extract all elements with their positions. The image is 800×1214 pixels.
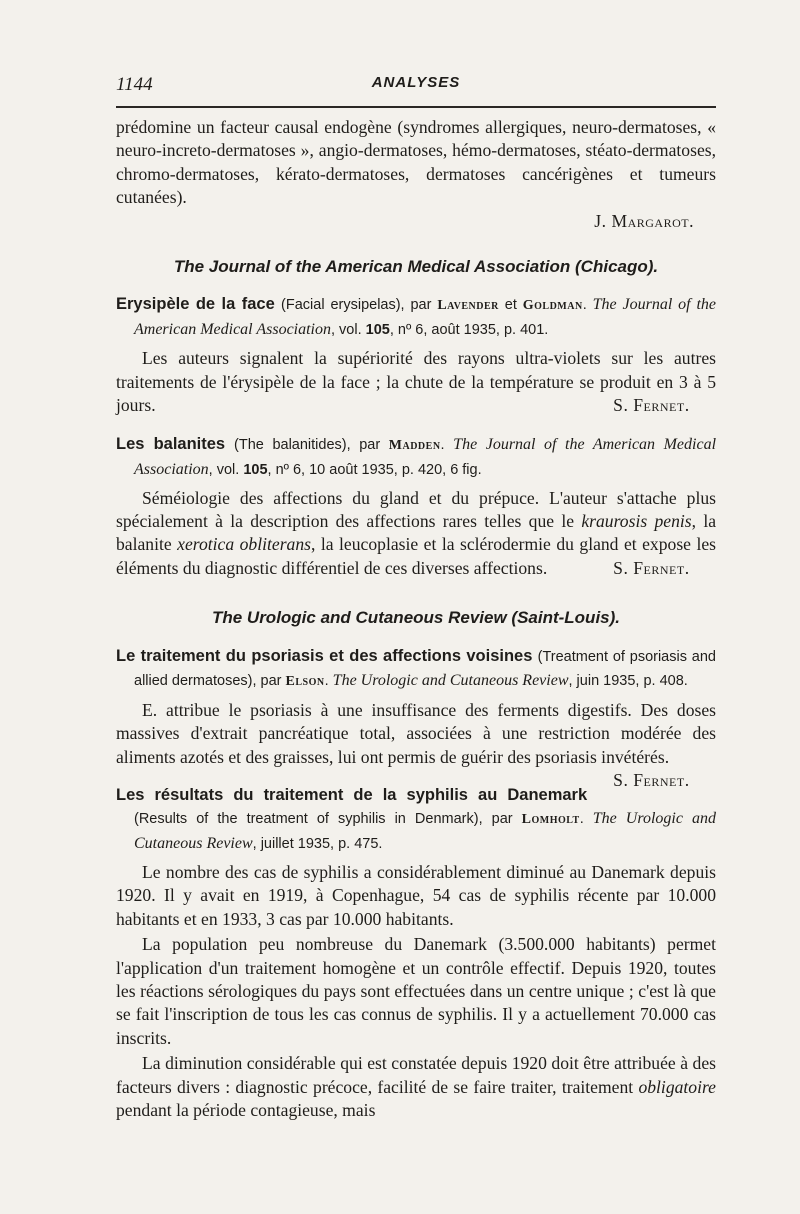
issue-info: , nº 6, août 1935, p. 401. [389,322,549,339]
header-rule [116,106,716,108]
article-header-erysipele [116,292,716,341]
punctuation: . [579,810,584,827]
volume-label: , vol. [331,322,362,339]
article-signature [587,557,716,580]
author-name: Lavender [437,298,499,314]
english-title: (Treatment of psoriasis and allied dermatoses), par [134,648,716,689]
english-title: (Facial erysipelas), par [281,297,432,314]
signature-text: J. Margarot. [594,210,694,231]
journal-name: The Journal of the American Medical Association [134,296,717,339]
author-name: Goldman [522,298,583,314]
journal-name: The Journal of the American Medical Association [134,435,717,478]
signature-text: S. Fernet. [613,557,690,578]
journal-heading-urologic: The Urologic and Cutaneous Review (Saint-Louis). [211,608,621,628]
volume-label: , vol. [208,461,240,478]
signature-text: S. Fernet. [613,769,690,790]
article-body [116,699,716,790]
article-header-balanites [116,432,716,481]
running-title: ANALYSES [371,74,461,91]
issue-info: , nº 6, 10 août 1935, p. 420, 6 fig. [267,461,482,478]
signature-text: S. Fernet. [613,395,690,416]
journal-name: The Urologic and Cutaneous Review [332,671,569,689]
article-title: Erysipèle de la face [116,295,275,314]
latin-term: kraurosis penis [581,511,692,532]
body-text: E. attribue le psoriasis à une insuffisance des ferments digestifs. Des doses massives d'extrait pancréatique total, associées à une restriction modérée des aliments azotés et des graisses, lui ont permis de guérir des psoriasis invétérés. [116,699,716,767]
conjunction: et [504,297,517,314]
emphasis-term: obligatoire [638,1076,716,1097]
article-title: Les résultats du traitement de la syphilis au Danemark [116,785,588,804]
issue-info: , juillet 1935, p. 475. [252,835,383,852]
body-text: Les auteurs signalent la supériorité des rayons ultra-violets sur les autres traitements de l'érysipèle de la face ; la chute de la température se produit en 3 à 5 jours. [116,348,716,416]
intro-signature [116,210,694,233]
journal-name: The Urologic and Cutaneous Review [134,809,716,852]
english-title: (The balanitides), par [234,436,381,453]
volume-number: 105 [243,461,268,478]
intro-paragraph: prédomine un facteur causal endogène (syndromes allergiques, neuro-dermatoses, « neuro-increto-dermatoses », angio-dermatoses, hémo-dermatoses, stéato-dermatoses, chromo-dermatoses, kérato-dermatoses, dermatoses cancérigènes et tumeurs cutanées). [116,117,716,208]
article-header-syphilis [116,783,716,855]
journal-heading-jama: The Journal of the American Medical Association (Chicago). [173,257,659,277]
body-text: pendant la période contagieuse, mais [116,1099,376,1120]
page-header [116,74,716,104]
body-text: , la balanite [116,511,717,555]
article-title: Les balanites [116,434,226,453]
article-meta [134,811,716,852]
latin-term: xerotica obliterans [177,534,311,555]
punctuation: . [582,297,587,314]
punctuation: . [324,672,329,689]
english-title: (Results of the treatment of syphilis in Denmark), par [134,810,513,827]
body-text: Séméiologie des affections du gland et du prépuce. L'auteur s'attache plus spécialement à la description des affections rares telles que le [116,487,716,532]
author-name: Lomholt [521,811,580,827]
page-number: 1144 [116,74,153,95]
author-name: Elson [285,673,325,689]
article-header-psoriasis [116,644,716,693]
article-paragraph-2: La population peu nombreuse du Danemark (3.500.000 habitants) permet l'application d'un traitement homogène et un contrôle effectif. Depuis 1920, toutes les réactions sérologiques du pays sont effectuées dans un centre unique ; c'est là que se fait l'inscription de tous les cas connus de syphilis. Il y a actuellement 70.000 cas inscrits. [116,934,716,1048]
page-content [116,116,716,1122]
article-body [116,487,716,581]
body-text: La diminution considérable qui est constatée depuis 1920 doit être attribuée à des facteurs divers : diagnostic précoce, facilité de se faire traiter, traitement [116,1053,716,1097]
article-signature [587,769,716,792]
punctuation: . [440,436,445,453]
article-signature [587,394,716,417]
article-paragraph-1: Le nombre des cas de syphilis a considérablement diminué au Danemark depuis 1920. Il y avait en 1919, à Copenhague, 54 cas de syphilis récente par 10.000 habitants et en 1933, 3 cas par 10.000 habitants. [116,861,716,929]
volume-number: 105 [365,322,390,339]
issue-info: , juin 1935, p. 408. [568,672,688,689]
article-paragraph-3 [116,1052,716,1122]
body-text: , la leucoplasie et la sclérodermie du gland et expose les éléments du diagnostic différentiel de ces diverses affections. [116,534,716,578]
article-body [116,347,716,417]
article-title: Le traitement du psoriasis et des affections voisines [116,646,533,665]
author-name: Madden [388,437,441,453]
